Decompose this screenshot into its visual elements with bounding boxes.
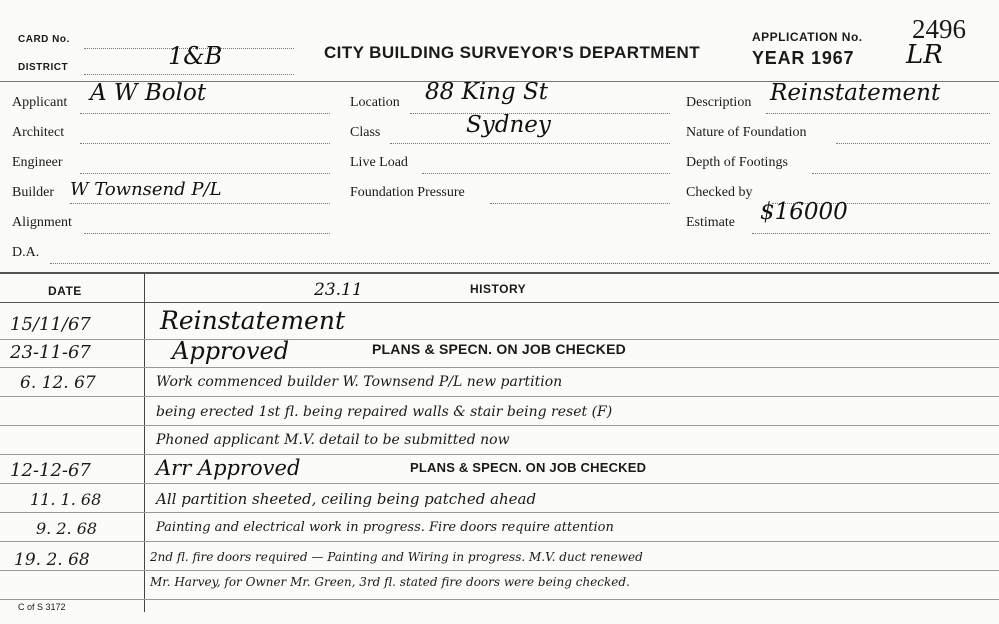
row-line xyxy=(0,599,999,600)
history-date: 23-11-67 xyxy=(10,342,91,363)
location-label: Location xyxy=(350,95,400,110)
estimate-label: Estimate xyxy=(686,215,735,230)
application-no-value: 2496 xyxy=(912,14,966,44)
department-title: CITY BUILDING SURVEYOR'S DEPARTMENT xyxy=(324,43,701,62)
row-line xyxy=(0,339,999,340)
date-header: DATE xyxy=(48,284,82,298)
history-header-divider xyxy=(0,302,999,303)
approval-stamp: PLANS & SPECN. ON JOB CHECKED xyxy=(372,341,626,357)
row-line xyxy=(0,483,999,484)
history-date: 15/11/67 xyxy=(10,314,91,335)
history-text: Approved xyxy=(172,337,290,365)
initials: LR xyxy=(906,40,943,70)
history-date: 19. 2. 68 xyxy=(14,550,90,570)
applicant-label: Applicant xyxy=(12,95,68,110)
architect-rule xyxy=(80,143,330,144)
card-no-label: CARD No. xyxy=(18,34,70,45)
builder-rule xyxy=(70,203,330,204)
form-number: C of S 3172 xyxy=(18,602,66,612)
location-value-1: 88 King St xyxy=(425,79,548,105)
history-date: 9. 2. 68 xyxy=(36,519,98,538)
live-load-rule xyxy=(422,173,670,174)
estimate-value: $16000 xyxy=(760,199,848,225)
history-top-border xyxy=(0,272,999,274)
row-line xyxy=(0,367,999,368)
builder-label: Builder xyxy=(12,185,54,200)
row-line xyxy=(0,570,999,571)
da-rule xyxy=(50,263,990,264)
application-no-label: APPLICATION No. xyxy=(752,30,863,44)
district-label: DISTRICT xyxy=(18,62,69,73)
da-label: D.A. xyxy=(12,245,40,260)
alignment-rule xyxy=(84,233,330,234)
nature-label: Nature of Foundation xyxy=(686,125,807,140)
history-date: 11. 1. 68 xyxy=(30,490,102,509)
approval-stamp: PLANS & SPECN. ON JOB CHECKED xyxy=(410,460,647,475)
depth-label: Depth of Footings xyxy=(686,155,788,170)
class-label: Class xyxy=(350,125,381,140)
year-label: YEAR 1967 xyxy=(752,48,855,68)
applicant-rule xyxy=(80,113,330,114)
history-text: Arr Approved xyxy=(156,456,301,480)
history-text: Mr. Harvey, for Owner Mr. Green, 3rd fl. stated fire doors were being checked. xyxy=(150,575,630,589)
class-rule xyxy=(390,143,670,144)
foundation-pressure-label: Foundation Pressure xyxy=(350,185,465,200)
live-load-label: Live Load xyxy=(350,155,408,170)
date-column-divider xyxy=(144,274,145,612)
builder-value: W Townsend P/L xyxy=(70,179,222,200)
history-text: being erected 1st fl. being repaired walls & stair being reset (F) xyxy=(156,404,613,420)
history-top-note: 23.11 xyxy=(314,280,363,300)
row-line xyxy=(0,454,999,455)
history-text: Work commenced builder W. Townsend P/L new partition xyxy=(156,374,563,390)
district-value: 1&B xyxy=(168,42,223,70)
history-text: Reinstatement xyxy=(160,306,345,335)
row-line xyxy=(0,512,999,513)
history-date: 12-12-67 xyxy=(10,460,91,481)
history-text: 2nd fl. fire doors required — Painting and Wiring in progress. M.V. duct renewed xyxy=(150,550,643,564)
location-value-2: Sydney xyxy=(466,112,551,138)
history-text: Painting and electrical work in progress. Fire doors require attention xyxy=(156,520,614,535)
row-line xyxy=(0,425,999,426)
foundation-pressure-rule xyxy=(490,203,670,204)
row-line xyxy=(0,541,999,542)
description-value: Reinstatement xyxy=(770,80,941,106)
nature-rule xyxy=(836,143,990,144)
row-line xyxy=(0,396,999,397)
engineer-rule xyxy=(80,173,330,174)
estimate-rule xyxy=(752,233,990,234)
district-rule xyxy=(84,74,294,75)
applicant-value: A W Bolot xyxy=(90,80,207,106)
alignment-label: Alignment xyxy=(12,215,72,230)
checked-label: Checked by xyxy=(686,185,753,200)
depth-rule xyxy=(812,173,990,174)
history-date: 6. 12. 67 xyxy=(20,373,96,393)
description-rule xyxy=(766,113,990,114)
history-text: Phoned applicant M.V. detail to be submitted now xyxy=(156,432,510,448)
history-text: All partition sheeted, ceiling being patched ahead xyxy=(156,490,537,508)
history-header: HISTORY xyxy=(470,282,527,296)
architect-label: Architect xyxy=(12,125,65,140)
engineer-label: Engineer xyxy=(12,155,63,170)
description-label: Description xyxy=(686,95,752,110)
